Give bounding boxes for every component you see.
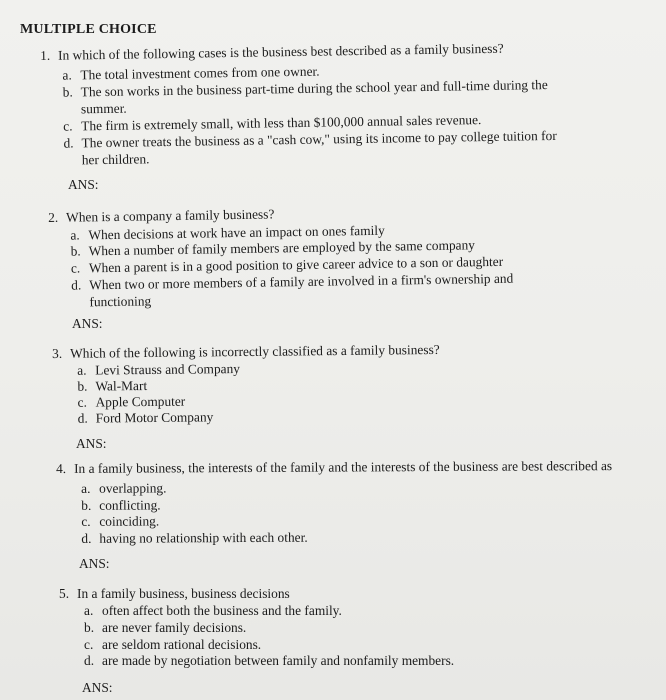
option-text: When a number of family members are employed by the same company bbox=[88, 237, 476, 259]
option-text-continued: her children. bbox=[81, 151, 150, 168]
option-text: Ford Motor Company bbox=[95, 409, 214, 426]
question-number: 2. bbox=[48, 209, 59, 225]
question-number: 1. bbox=[40, 47, 51, 63]
option-letter: c. bbox=[81, 513, 91, 529]
option-letter: a. bbox=[70, 227, 80, 243]
answer-label-3: ANS: bbox=[76, 436, 107, 451]
question-number: 3. bbox=[52, 345, 63, 361]
option-letter: a. bbox=[81, 480, 91, 496]
option-text: are seldom rational decisions. bbox=[102, 637, 262, 652]
question-number: 4. bbox=[56, 460, 67, 476]
option-text: The total investment comes from one owner. bbox=[80, 63, 320, 83]
option-text-continued: functioning bbox=[89, 293, 152, 310]
option-text: The firm is extremely small, with less than $100,000 annual sales revenue. bbox=[81, 112, 482, 134]
option-letter: c. bbox=[84, 637, 94, 652]
question-stem: Which of the following is incorrectly classified as a family business? bbox=[69, 341, 440, 361]
option-letter: b. bbox=[84, 620, 95, 635]
option-text: are never family decisions. bbox=[102, 620, 247, 635]
option-letter: d. bbox=[84, 653, 95, 668]
option-text: When decisions at work have an impact on ones family bbox=[88, 222, 385, 243]
option-text: having no relationship with each other. bbox=[99, 529, 308, 546]
option-text: are made by negotiation between family and nonfamily members. bbox=[102, 653, 455, 668]
answer-label-4: ANS: bbox=[79, 556, 110, 571]
option-text: Wal-Mart bbox=[95, 378, 148, 394]
section-heading: MULTIPLE CHOICE bbox=[20, 22, 157, 37]
answer-label-5: ANS: bbox=[82, 680, 113, 695]
question-number: 5. bbox=[59, 586, 70, 601]
option-text-continued: summer. bbox=[80, 100, 127, 117]
option-letter: a. bbox=[84, 603, 94, 618]
option-letter: d. bbox=[71, 277, 82, 293]
option-text: When two or more members of a family are involved in a firm's ownership and bbox=[89, 270, 514, 293]
option-letter: d. bbox=[63, 135, 74, 151]
option-letter: b. bbox=[81, 497, 92, 513]
answer-label-2: ANS: bbox=[72, 316, 103, 331]
option-text: conflicting. bbox=[99, 497, 161, 513]
option-letter: c. bbox=[70, 260, 81, 276]
option-text: often affect both the business and the family. bbox=[102, 603, 342, 618]
option-letter: b. bbox=[70, 243, 81, 259]
option-text: When a parent is in a good position to give career advice to a son or daughter bbox=[88, 253, 504, 276]
option-letter: b. bbox=[62, 84, 73, 100]
question-stem: In a family business, the interests of the family and the interests of the business are best described as bbox=[73, 458, 613, 476]
option-letter: a. bbox=[77, 362, 87, 378]
option-text: The son works in the business part-time during the school year and full-time during the bbox=[80, 77, 548, 100]
question-stem: In a family business, business decisions bbox=[77, 586, 290, 601]
option-letter: d. bbox=[81, 530, 92, 546]
option-letter: d. bbox=[77, 410, 88, 426]
option-text: The owner treats the business as a "cash cow," using its income to pay college tuition for bbox=[81, 127, 557, 151]
option-letter: b. bbox=[77, 378, 88, 394]
option-letter: c. bbox=[77, 394, 87, 410]
option-text: Apple Computer bbox=[95, 393, 186, 410]
option-letter: c. bbox=[63, 118, 73, 134]
option-text: overlapping. bbox=[99, 480, 167, 496]
option-letter: a. bbox=[62, 67, 72, 83]
option-text: Levi Strauss and Company bbox=[95, 361, 241, 378]
question-stem: In which of the following cases is the business best described as a family business? bbox=[57, 40, 504, 63]
option-text: coinciding. bbox=[99, 513, 160, 529]
answer-label-1: ANS: bbox=[68, 177, 99, 192]
question-stem: When is a company a family business? bbox=[65, 206, 275, 225]
